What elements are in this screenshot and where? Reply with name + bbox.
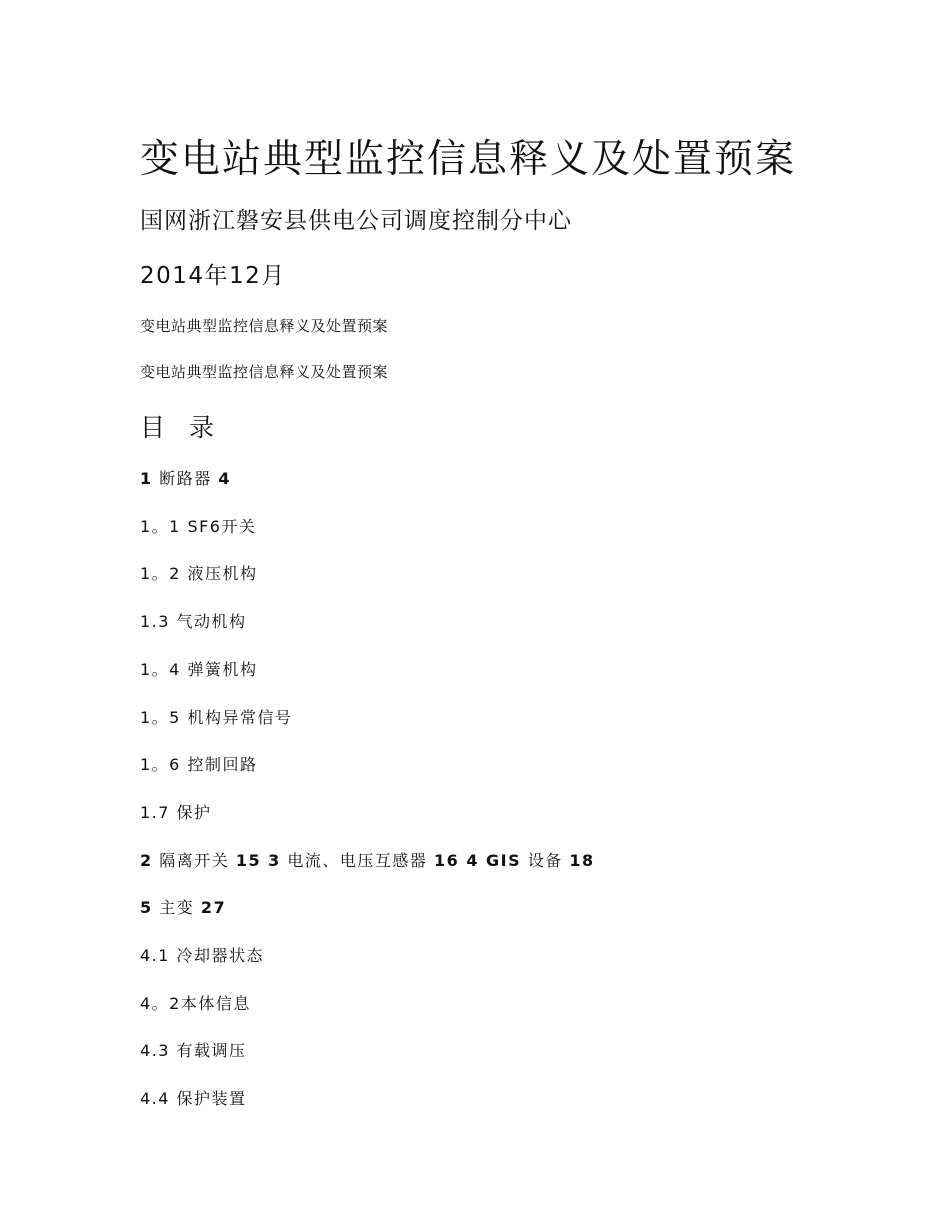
document-date: 2014年12月 (140, 263, 286, 289)
toc-entry-breaker (140, 466, 231, 489)
toc-entry: 4.3 有载调压 (140, 1041, 247, 1060)
toc-page: 18 (569, 851, 595, 870)
toc-number: 5 (140, 898, 153, 917)
repeat-title-line: 变电站典型监控信息释义及处置预案 (140, 317, 389, 335)
toc-entry-main-transformer (140, 895, 226, 918)
toc-entry: 1。2 液压机构 (140, 564, 258, 583)
toc-number: 1 (140, 469, 153, 488)
toc-page: 16 4 GIS (433, 851, 522, 870)
toc-number: 2 (140, 851, 153, 870)
repeat-title-line: 变电站典型监控信息释义及处置预案 (140, 363, 389, 381)
toc-label: 电流、电压互感器 (280, 851, 434, 870)
toc-entry: 1。4 弹簧机构 (140, 660, 258, 679)
toc-page: 27 (200, 898, 227, 917)
toc-heading: 目 录 (140, 413, 222, 442)
toc-page: 4 (218, 469, 231, 488)
toc-label: 断路器 (152, 469, 219, 488)
toc-label: 设备 (521, 851, 570, 870)
toc-entry: 4。2本体信息 (140, 994, 251, 1013)
toc-entry: 4.1 冷却器状态 (140, 946, 265, 965)
document-title: 变电站典型监控信息释义及处置预案 (140, 137, 797, 182)
toc-entry: 1。5 机构异常信号 (140, 708, 293, 727)
toc-entry-combined (140, 848, 595, 871)
toc-entry: 1。6 控制回路 (140, 755, 258, 774)
toc-entry: 1.7 保护 (140, 803, 212, 822)
toc-entry: 1.3 气动机构 (140, 612, 247, 631)
organization-name: 国网浙江磐安县供电公司调度控制分中心 (140, 208, 572, 234)
toc-label: 主变 (152, 898, 201, 917)
toc-page: 15 3 (235, 851, 281, 870)
toc-label: 隔离开关 (152, 851, 236, 870)
toc-entry: 4.4 保护装置 (140, 1089, 247, 1108)
toc-entry: 1。1 SF6开关 (140, 517, 257, 536)
